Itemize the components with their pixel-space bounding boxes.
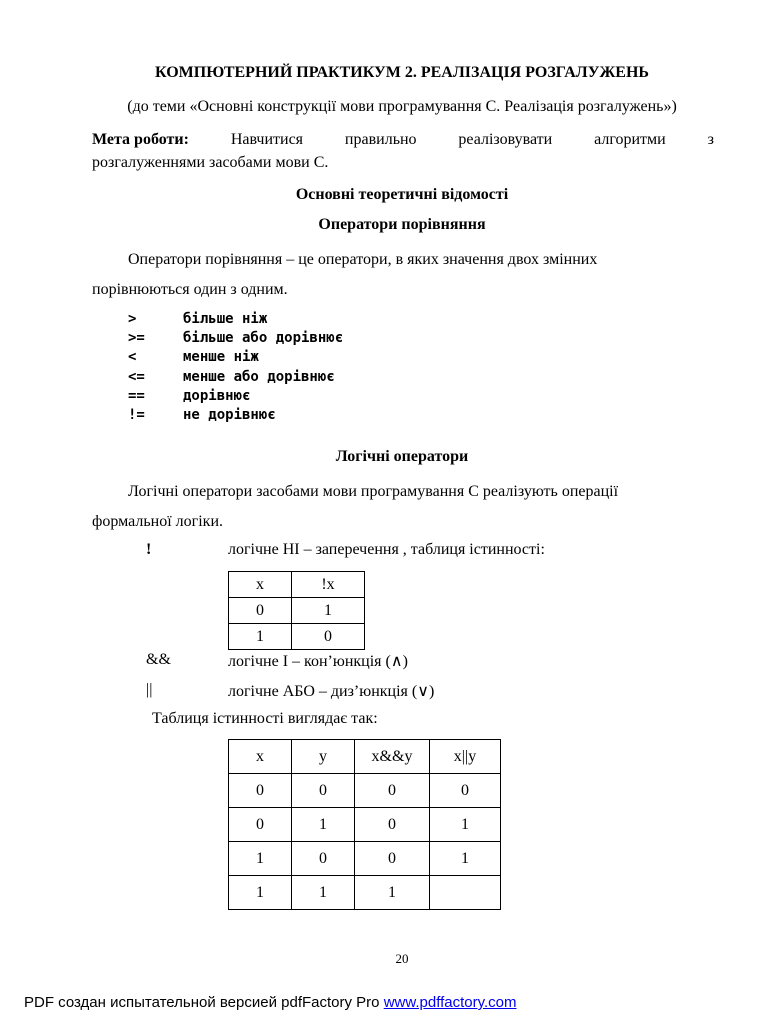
table-cell: 0 — [229, 774, 292, 808]
table-row — [229, 842, 501, 876]
and-symbol: && — [146, 651, 171, 668]
table-cell: 1 — [292, 598, 365, 624]
and-or-truth-table — [228, 739, 501, 910]
truth-table-caption: Таблиця істинності виглядає так: — [152, 710, 378, 727]
table-cell: 0 — [355, 808, 430, 842]
not-symbol: ! — [146, 541, 152, 558]
table-header-cell: !x — [292, 572, 365, 598]
goal-line-2: розгалуженнями засобами мови С. — [92, 154, 329, 171]
table-row — [229, 598, 365, 624]
comparison-para-line-2: порівнюються один з одним. — [92, 281, 288, 298]
table-cell: 0 — [229, 598, 292, 624]
table-cell: 1 — [229, 842, 292, 876]
footer-link[interactable]: www.pdffactory.com — [383, 994, 517, 1011]
operator-symbol: <= — [128, 368, 145, 385]
operator-row — [128, 348, 343, 367]
page-title: КОМПЮТЕРНИЙ ПРАКТИКУМ 2. РЕАЛІЗАЦІЯ РОЗГАЛУЖЕНЬ — [155, 64, 649, 81]
pdf-footer — [24, 994, 517, 1011]
operator-meaning: менше ніж — [183, 349, 259, 366]
not-description: логічне НІ – заперечення , таблиця істинності: — [228, 541, 545, 558]
goal-word: з — [707, 131, 714, 148]
table-header-row — [229, 572, 365, 598]
table-row — [229, 808, 501, 842]
comparison-para-line-1: Оператори порівняння – це оператори, в яких значення двох змінних — [128, 251, 598, 268]
table-header-cell: x&&y — [355, 740, 430, 774]
operator-symbol: == — [128, 387, 145, 404]
page-number: 20 — [395, 951, 409, 966]
table-cell: 0 — [229, 808, 292, 842]
table-cell: 0 — [430, 774, 501, 808]
or-description: логічне АБО – диз’юнкція (∨) — [228, 683, 435, 700]
not-truth-table — [228, 571, 365, 650]
goal-word: реалізовувати — [458, 131, 553, 148]
operator-meaning: менше або дорівнює — [183, 368, 335, 385]
logical-paragraph — [92, 477, 714, 537]
table-cell: 1 — [430, 842, 501, 876]
comparison-heading: Оператори порівняння — [318, 216, 486, 233]
goal-line-1 — [92, 128, 714, 151]
table-header-cell: y — [292, 740, 355, 774]
footer-text: PDF создан испытательной версией pdfFactory Pro — [24, 994, 380, 1011]
operator-row — [128, 329, 343, 348]
table-cell: 0 — [292, 842, 355, 876]
comparison-paragraph — [92, 245, 714, 305]
operator-row — [128, 368, 343, 387]
and-description: логічне І – кон’юнкція (∧) — [228, 653, 408, 670]
table-cell: 0 — [355, 842, 430, 876]
operator-symbol: < — [128, 349, 137, 366]
table-cell: 1 — [430, 808, 501, 842]
goal-word: алгоритми — [594, 131, 666, 148]
operator-meaning: не дорівнює — [183, 406, 276, 423]
table-cell: 0 — [292, 624, 365, 650]
page-subtitle: (до теми «Основні конструкції мови програмування С. Реалізація розгалужень») — [127, 98, 677, 115]
goal-word: правильно — [344, 131, 417, 148]
table-cell — [430, 876, 501, 910]
operator-row — [128, 310, 343, 329]
table-cell: 0 — [292, 774, 355, 808]
table-cell: 0 — [355, 774, 430, 808]
operator-symbol: != — [128, 406, 145, 423]
operator-meaning: більше ніж — [183, 311, 268, 327]
operator-meaning: дорівнює — [183, 387, 251, 404]
goal-word: Навчитися — [230, 131, 304, 148]
table-row — [229, 624, 365, 650]
goal-label: Мета роботи: — [92, 131, 189, 148]
operator-symbol: >= — [128, 330, 145, 347]
table-cell: 1 — [229, 876, 292, 910]
logical-para-line-2: формальної логіки. — [92, 513, 223, 530]
table-cell: 1 — [355, 876, 430, 910]
operator-meaning: більше або дорівнює — [183, 330, 344, 347]
table-header-row — [229, 740, 501, 774]
table-cell: 1 — [292, 876, 355, 910]
logical-heading: Логічні оператори — [335, 448, 469, 465]
table-header-cell: x — [229, 572, 292, 598]
table-row — [229, 876, 501, 910]
goal-paragraph — [92, 128, 714, 174]
table-header-cell: x||y — [430, 740, 501, 774]
operator-row — [128, 406, 343, 425]
theory-heading: Основні теоретичні відомості — [295, 186, 509, 203]
table-header-cell: x — [229, 740, 292, 774]
or-symbol: || — [146, 681, 153, 698]
operator-row — [128, 387, 343, 406]
table-cell: 1 — [292, 808, 355, 842]
operator-symbol: > — [128, 311, 137, 327]
comparison-operator-list — [128, 310, 343, 425]
logical-para-line-1: Логічні оператори засобами мови програмування С реалізують операції — [128, 483, 619, 500]
table-row — [229, 774, 501, 808]
table-cell: 1 — [229, 624, 292, 650]
